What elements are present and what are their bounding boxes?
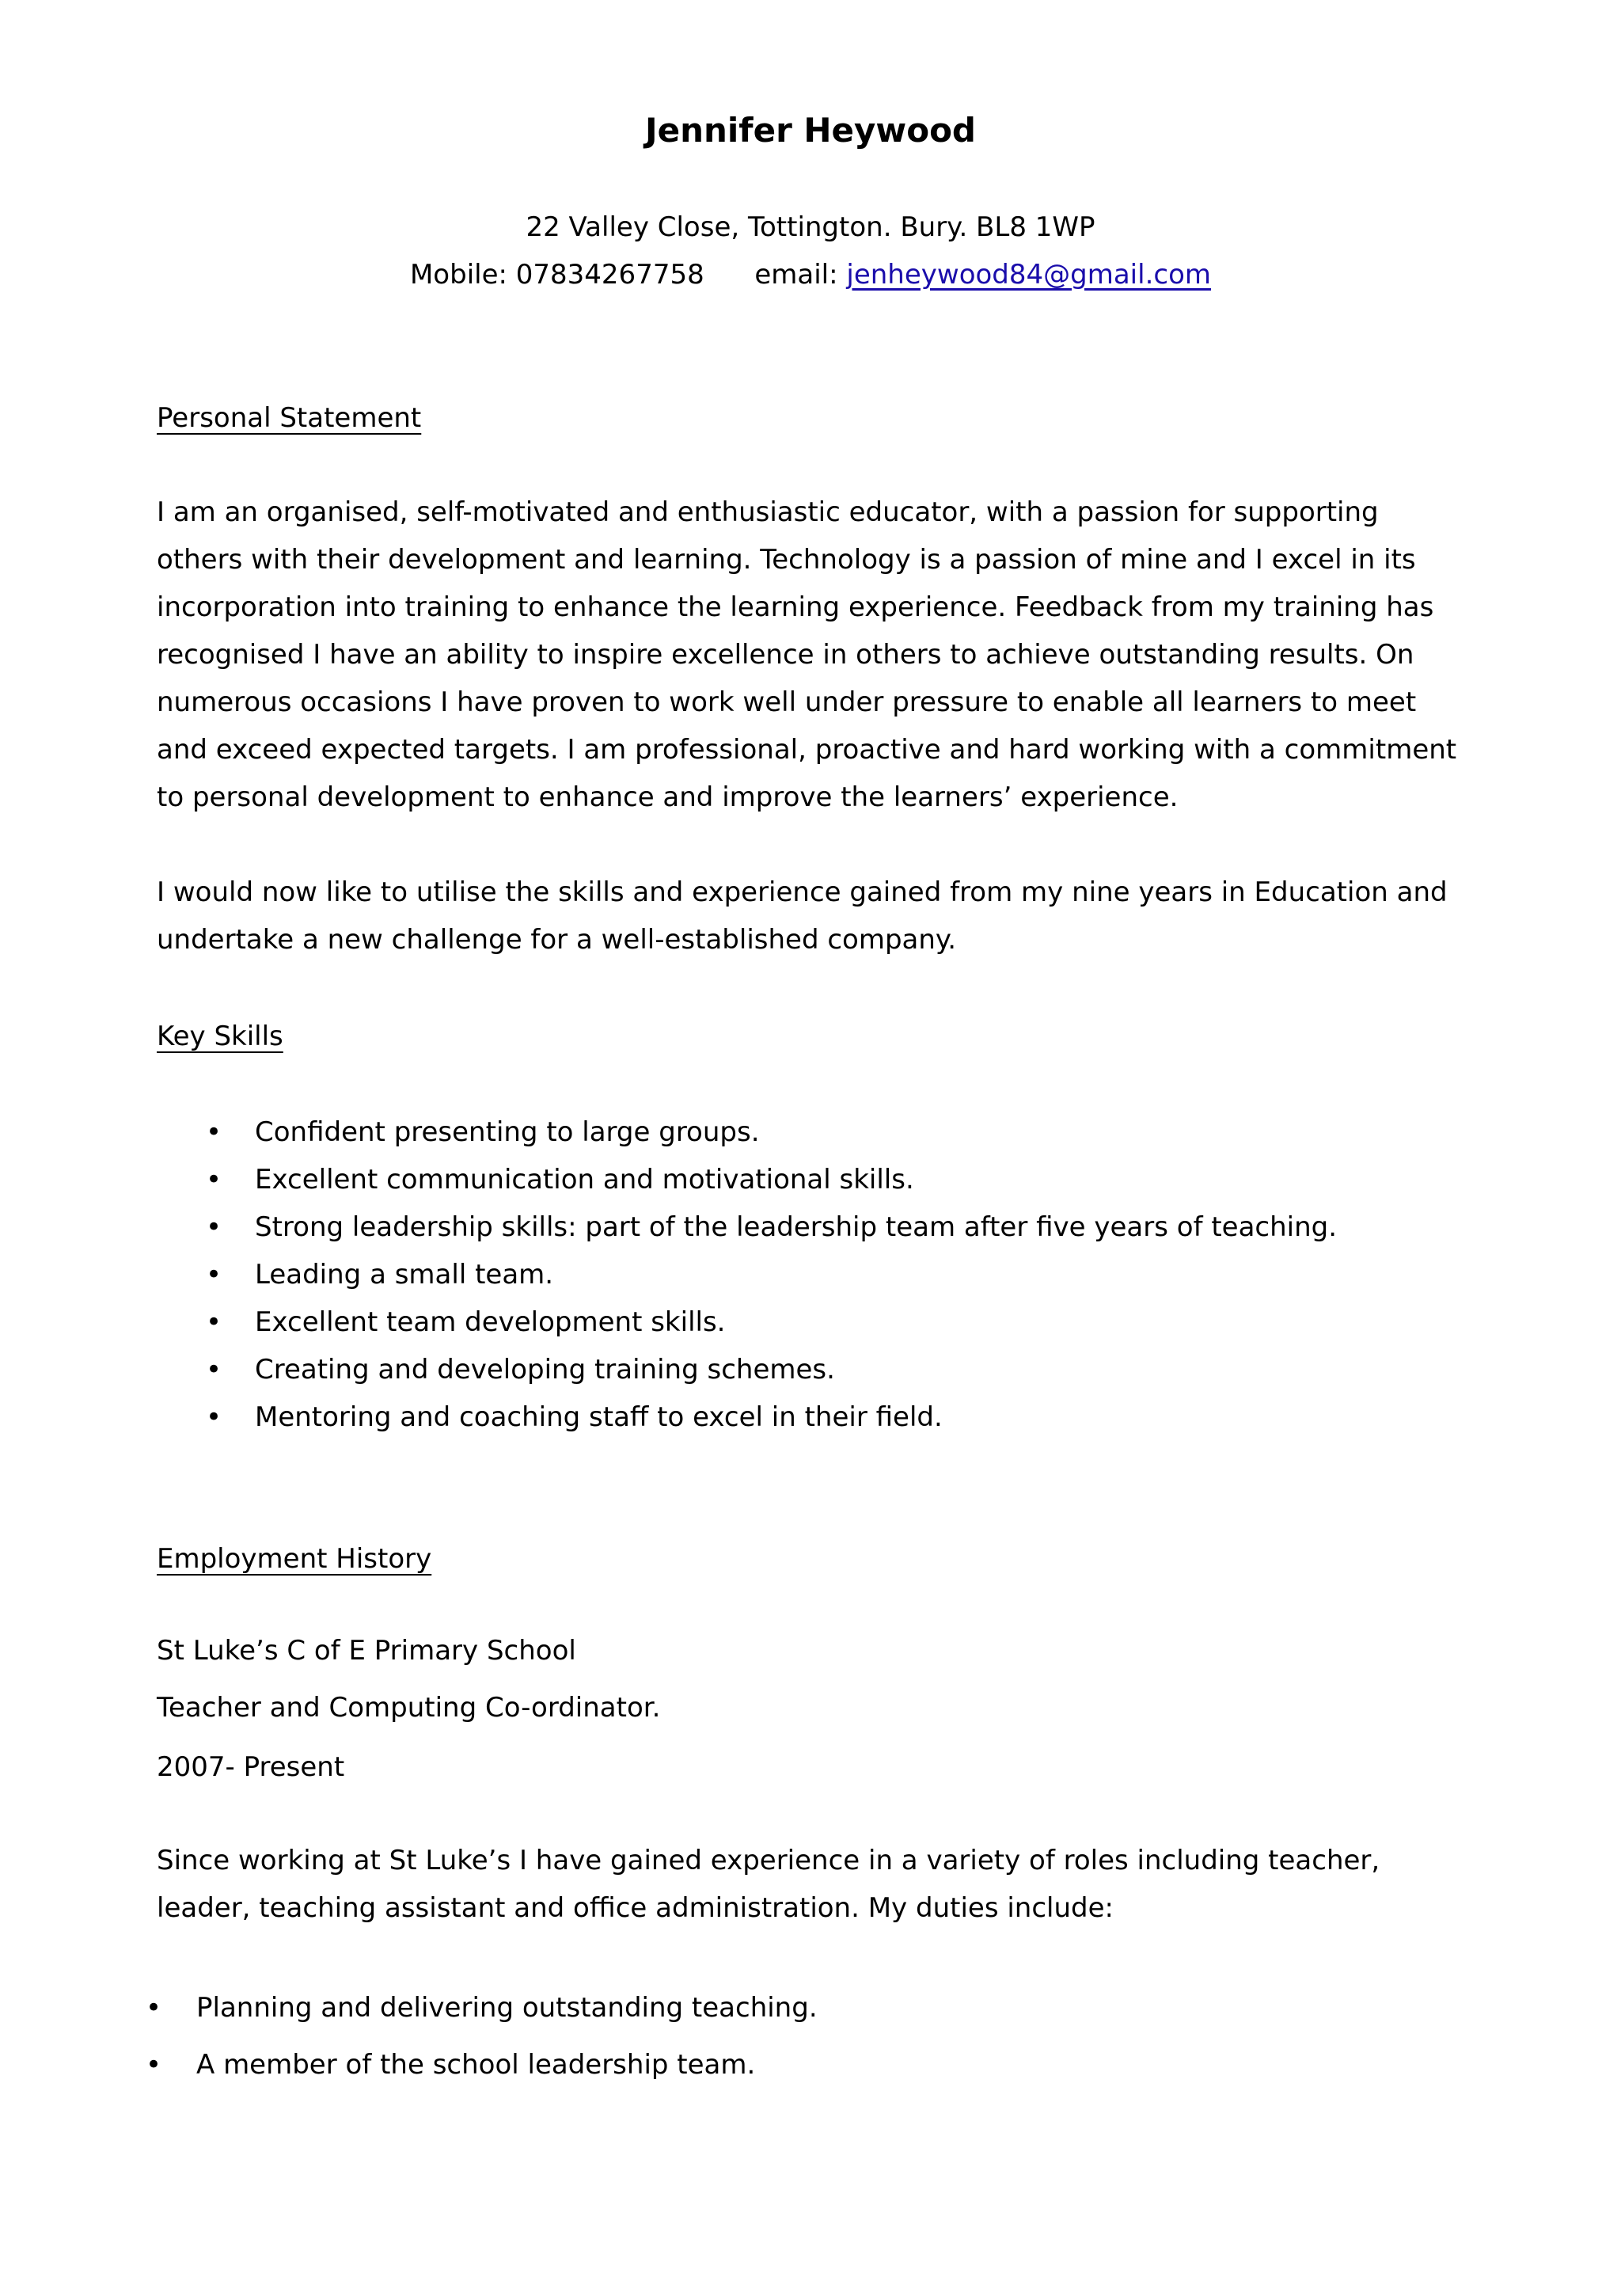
duty-item: • A member of the school leadership team. (146, 2036, 818, 2093)
skill-item: • Mentoring and coaching staff to excel in their field. (206, 1393, 1337, 1441)
personal-statement-paragraph-1: I am an organised, self-motivated and enthusiastic educator, with a passion for supporting others with their development and learning. Technology is a passion of mine and I excel in its incorporation into training to enhance the learning experience. Feedback from my training has recognised I have an ability to inspire excellence in others to achieve outstanding results. On numerous occasions I have proven to work well under pressure to enable all learners to meet and exceed expected targets. I am professional, proactive and hard working with a commitment to personal development to enhance and improve the learners’ experience. (157, 496, 1457, 813)
employment-history-heading: Employment History (157, 1543, 432, 1575)
key-skills-list (206, 1108, 1337, 1441)
skill-item: • Excellent communication and motivational skills. (206, 1156, 1337, 1203)
duty-item: • Planning and delivering outstanding teaching. (146, 1979, 818, 2036)
address: 22 Valley Close, Tottington. Bury. BL8 1WP (526, 211, 1095, 243)
mobile-label: Mobile: (409, 259, 507, 291)
key-skills-heading: Key Skills (157, 1021, 283, 1052)
email-link[interactable]: jenheywood84@gmail.com (846, 259, 1212, 291)
personal-statement-paragraph-2: I would now like to utilise the skills and experience gained from my nine years in Education and undertake a new challenge for a well-established company. (157, 876, 1448, 956)
job-dates: 2007- Present (157, 1751, 345, 1783)
skill-item: • Strong leadership skills: part of the leadership team after five years of teaching. (206, 1203, 1337, 1251)
employment-summary: Since working at St Luke’s I have gained experience in a variety of roles including teacher, leader, teaching assistant and office administration. My duties include: (157, 1845, 1380, 1924)
email-label: email: (754, 259, 838, 291)
duties-list (146, 1979, 818, 2093)
skill-item: • Leading a small team. (206, 1251, 1337, 1298)
skill-item: • Creating and developing training schemes. (206, 1346, 1337, 1393)
cv-name: Jennifer Heywood (645, 111, 976, 150)
contact-line (0, 257, 1621, 292)
skill-item: • Excellent team development skills. (206, 1298, 1337, 1346)
skill-item: • Confident presenting to large groups. (206, 1108, 1337, 1156)
employer-name: St Luke’s C of E Primary School (157, 1635, 576, 1667)
personal-statement-heading: Personal Statement (157, 402, 422, 434)
job-role: Teacher and Computing Co-ordinator. (157, 1692, 661, 1724)
mobile-number: 07834267758 (515, 259, 704, 291)
